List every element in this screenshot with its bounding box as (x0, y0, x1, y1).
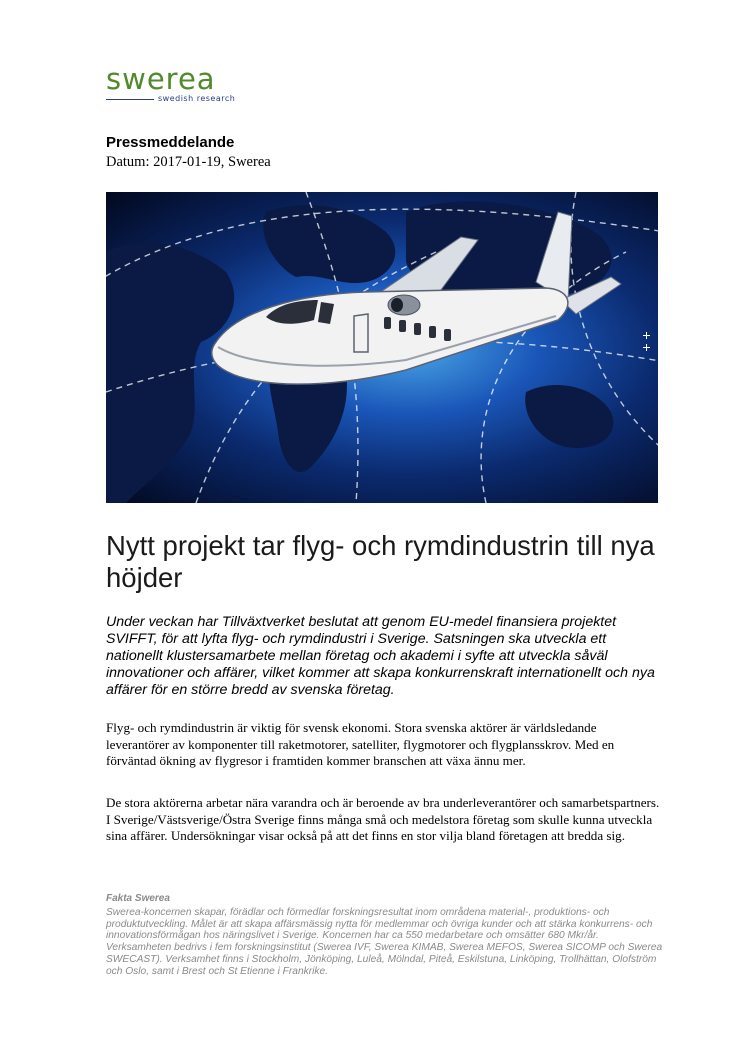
article-paragraph: De stora aktörerna arbetar nära varandra och är beroende av bra underleverantörer och samarbetspartners. I Sverige/Västsverige/Östra Sverige finns många små och medelstora företag som skulle kunna utveckla sina affärer. Undersökningar visar också på att det finns en stor vilja bland företagen att bredda sig. (106, 795, 660, 844)
fact-box-title: Fakta Swerea (106, 893, 170, 904)
hero-illustration (106, 192, 658, 503)
logo-tagline: swedish research (158, 94, 236, 103)
swerea-logo (106, 64, 246, 104)
fact-box-text: Swerea-koncernen skapar, förädlar och förmedlar forskningsresultat inom områdena material-, produktions- och produktutveckling. Målet är att skapa affärsmässig nytta för medlemmar och övriga kunder och att stärka konkurrens- och innovationsförmågan hos näringslivet i Sverige. Koncernen har ca 550 medarbetare och omsätter 680 Mkr/år. Verksamheten bedrivs i fem forskningsinstitut (Swerea IVF, Swerea KIMAB, Swerea MEFOS, Swerea SICOMP och Swerea SWECAST). Verksamhet finns i Stockholm, Jönköping, Luleå, Mölndal, Piteå, Eskilstuna, Linköping, Trollhättan, Olofström och Oslo, samt i Brest och St Etienne i Frankrike. (106, 907, 663, 977)
article-headline: Nytt projekt tar flyg- och rymdindustrin till nya höjder (106, 530, 655, 593)
article-paragraph: Flyg- och rymdindustrin är viktig för svensk ekonomi. Stora svenska aktörer är världsledande leverantörer av komponenter till raketmotorer, satelliter, flygmotorer och flygplansskrov. Med en förväntad ökning av flygresor i framtiden kommer branschen att växa ännu mer. (106, 720, 615, 769)
press-release-label: Pressmeddelande (106, 134, 235, 151)
article-lead: Under veckan har Tillväxtverket beslutat att genom EU-medel finansiera projektet SVIFFT, för att lyfta flyg- och rymdindustri i Sverige. Satsningen ska utveckla ett nationellt klustersamarbete mellan företag och akademi i syfte att utveckla såväl innovationer och affärer, vilket kommer att skapa konkurrenskraft internationellt och nya affärer för en större bredd av svenska företag. (106, 614, 655, 698)
press-release-date: Datum: 2017-01-19, Swerea (106, 154, 271, 170)
airplane-world-map-graphic (106, 192, 658, 503)
logo-wordmark: swerea (106, 62, 216, 96)
logo-underline (106, 99, 154, 100)
sparkle-stars (643, 332, 650, 351)
